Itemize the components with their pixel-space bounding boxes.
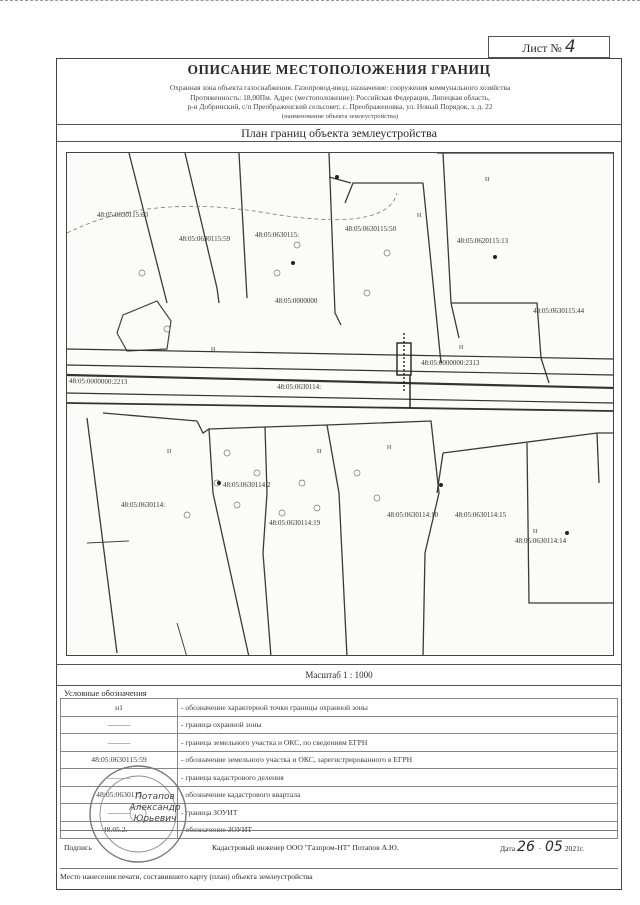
legend-symbol: ——— <box>61 734 178 752</box>
signature-label: Подпись <box>64 843 92 852</box>
legend-symbol: ——— <box>61 716 178 734</box>
date-month: 05 <box>545 839 563 855</box>
object-description <box>120 83 560 121</box>
legend-symbol: 48.05.2.— <box>61 821 178 839</box>
description-caption: (наименование объекта землеустройства) <box>281 112 399 120</box>
parcel-label: 48:05:0630114: <box>277 383 322 391</box>
point-mark: н <box>317 446 322 455</box>
point-mark: н <box>485 174 490 183</box>
parcel-label: 48:05:0630114:14 <box>515 537 567 545</box>
description-line: Охранная зона объекта газоснабжения. Газопровод-ввод, назначение: сооружения коммунального хозяйства <box>169 83 511 92</box>
parcel-label: 48:05:0620115:13 <box>457 237 509 245</box>
signature-row <box>60 830 618 865</box>
boundary-point <box>335 175 339 179</box>
parcel-label: 48:05:0000000:2213 <box>68 377 128 387</box>
parcel-label: 48:05:0630114:10 <box>387 511 439 519</box>
sheet-label: Лист № <box>522 41 562 55</box>
parcel-label: 48:05:0630114:19 <box>269 519 321 527</box>
boundary-point <box>493 255 497 259</box>
point-mark: н <box>167 446 172 455</box>
boundary-point <box>565 531 569 535</box>
sheet-number-box <box>488 36 610 58</box>
legend-symbol: ——— <box>61 769 178 787</box>
stamp-line: Юрьевич <box>133 814 177 824</box>
date-day: 26 <box>517 839 535 855</box>
description-line: р-н Добринский, с/п Преображенский сельсовет, с. Преображеновка, ул. Новый Порядок, з. д. 22 <box>187 102 493 112</box>
engineer-name: Кадастровый инженер ООО "Газпром-НТ" Потапов А.Ю. <box>212 843 399 852</box>
boundary-point <box>291 261 295 265</box>
legend-text: - обозначение ЗОУИТ <box>178 821 618 839</box>
point-mark: н <box>211 344 216 353</box>
stamp-signature <box>120 792 190 825</box>
legend-row <box>61 716 618 734</box>
legend-row <box>61 699 618 717</box>
legend-symbol: 48:05:0630115:59 <box>61 751 178 769</box>
point-mark: н <box>387 442 392 451</box>
parcel-label: 48:05:0630114:15 <box>455 511 507 519</box>
boundary-point <box>439 483 443 487</box>
date-year: 2021г. <box>564 844 585 853</box>
stamp-line: Александр <box>129 803 181 813</box>
parcel-label: 48:05:0000000:2313 <box>421 359 480 367</box>
legend-text: - обозначение кадастрового квартала <box>178 786 618 804</box>
legend-text: - граница земельного участка и ОКС, по сведениям ЕГРН <box>178 734 618 752</box>
plan-title: План границ объекта землеустройства <box>56 124 622 142</box>
parcel-label: 48:05:0630115:44 <box>533 307 585 315</box>
legend-text: - обозначение характерной точки границы охранной зоны <box>178 699 618 717</box>
parcel-label: 48:05:0000000 <box>275 297 318 305</box>
legend-text: - граница кадастрового деления <box>178 769 618 787</box>
parcel-label: 48:05:0630115: <box>255 231 300 239</box>
scan-edge <box>0 0 640 3</box>
legend-heading: Условные обозначения <box>64 688 147 698</box>
legend-text: - граница ЗОУИТ <box>178 804 618 822</box>
stamp-line: Потапов <box>135 792 175 802</box>
stamp-place-caption: Место нанесения печати, составившего карту (план) объекта землеустройства <box>60 868 618 881</box>
legend-text: - граница охранной зоны <box>178 716 618 734</box>
legend-symbol: ——— <box>61 804 178 822</box>
parcel-label: 48:05:0630114:2 <box>223 481 271 489</box>
parcel-label: 48:05:0630115:50 <box>345 225 397 233</box>
legend-row <box>61 734 618 752</box>
point-mark: н <box>459 342 464 351</box>
boundary-point <box>217 481 221 485</box>
point-mark: н <box>533 526 538 535</box>
parcel-label: 48:05:0630115:59 <box>179 235 231 243</box>
parcel-label: 48:05:0630114: <box>121 501 166 509</box>
boundary-plan-map <box>66 152 614 656</box>
legend-symbol: н1 <box>61 699 178 717</box>
point-mark: н <box>417 210 422 219</box>
sheet-number: 4 <box>564 37 576 57</box>
legend-symbol: 48:05:0630115 <box>61 786 178 804</box>
parcel-label: 48:05:0630115:63 <box>97 211 149 219</box>
date-label: Дата <box>500 844 516 853</box>
plan-drawing <box>67 153 614 656</box>
signature-date: Дата 26 · 05 2021г. <box>500 839 585 855</box>
page-title: ОПИСАНИЕ МЕСТОПОЛОЖЕНИЯ ГРАНИЦ <box>187 62 491 77</box>
legend-text: - обозначение земельного участка и ОКС, зарегистрированного в ЕГРН <box>178 751 618 769</box>
map-scale: Масштаб 1 : 1000 <box>56 664 622 686</box>
description-line: Протяженность: 18,00Пм. Адрес (местоположение): Российская Федерация, Липецкая область, <box>190 92 490 102</box>
